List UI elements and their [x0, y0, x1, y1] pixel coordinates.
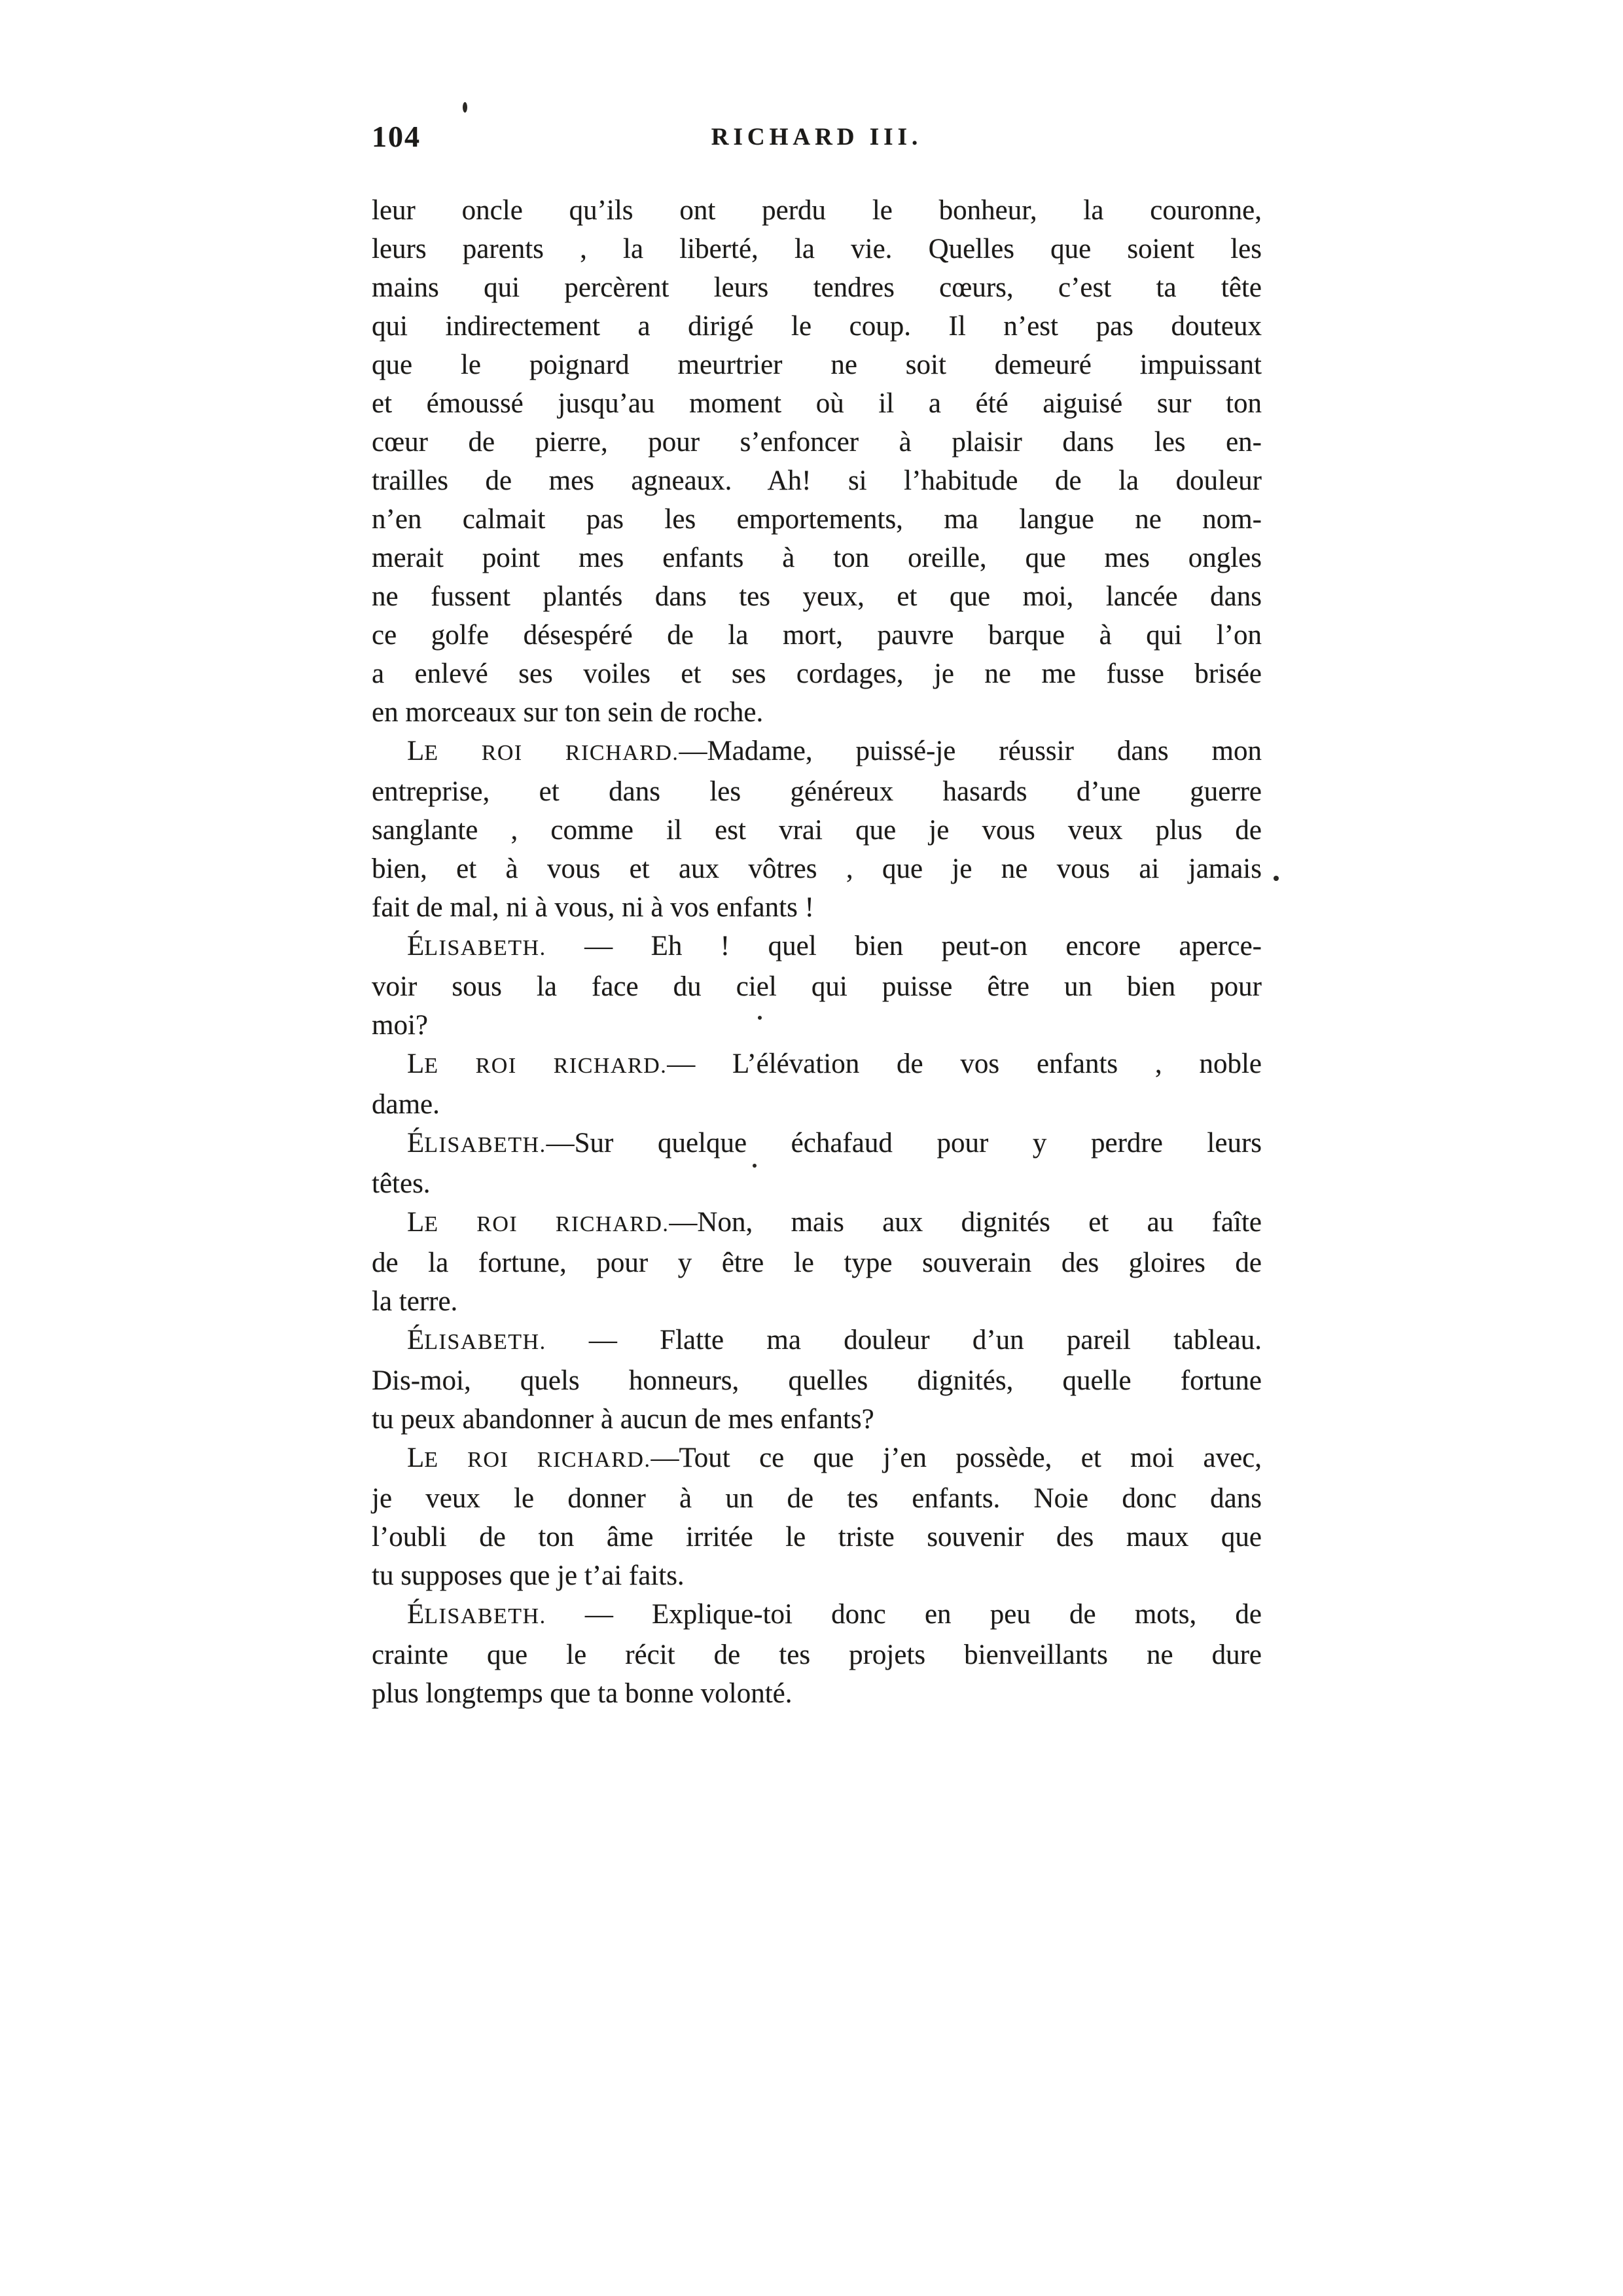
text-line: n’en calmait pas les emportements, ma langue ne nom-	[372, 504, 1262, 535]
page-header	[372, 119, 1262, 158]
text-line: moi?	[372, 1010, 428, 1041]
text-line: fait de mal, ni à vous, ni à vos enfants !	[372, 892, 814, 923]
text-line: ÉLISABETH. — Flatte ma douleur d’un pareil tableau.	[407, 1325, 1262, 1355]
text-line: bien, et à vous et aux vôtres , que je ne vous ai jamais	[372, 853, 1262, 884]
speaker-label: LE ROI RICHARD.	[407, 736, 679, 766]
text-line: de la fortune, pour y être le type souverain des gloires de	[372, 1247, 1262, 1278]
text-line: mains qui percèrent leurs tendres cœurs, c’est ta tête	[372, 272, 1262, 303]
text-line: leurs parents , la liberté, la vie. Quelles que soient les	[372, 234, 1262, 264]
text-line: je veux le donner à un de tes enfants. Noie donc dans	[372, 1483, 1262, 1514]
text-line: la terre.	[372, 1286, 458, 1317]
text-line: leur oncle qu’ils ont perdu le bonheur, la couronne,	[372, 195, 1262, 226]
text-line: et émoussé jusqu’au moment où il a été aiguisé sur ton	[372, 388, 1262, 419]
scan-speck	[463, 102, 467, 113]
text-line: LE ROI RICHARD.—Tout ce que j’en possède, et moi avec,	[407, 1443, 1262, 1473]
text-line: LE ROI RICHARD.—Non, mais aux dignités et au faîte	[407, 1207, 1262, 1238]
text-line: l’oubli de ton âme irritée le triste souvenir des maux que	[372, 1522, 1262, 1552]
text-line: a enlevé ses voiles et ses cordages, je ne me fusse brisée	[372, 658, 1262, 689]
text-line: ne fussent plantés dans tes yeux, et que moi, lancée dans	[372, 581, 1262, 612]
page-body	[372, 191, 1262, 1713]
speaker-label: LE ROI RICHARD.	[407, 1049, 668, 1079]
text-line: sanglante , comme il est vrai que je vous veux plus de	[372, 815, 1262, 846]
speaker-label: ÉLISABETH.	[407, 931, 546, 961]
text-line: ÉLISABETH. — Eh ! quel bien peut-on encore aperce-	[407, 931, 1262, 961]
scan-speck	[753, 1164, 757, 1168]
text-line: ce golfe désespéré de la mort, pauvre barque à qui l’on	[372, 620, 1262, 651]
page-number: 104	[372, 120, 421, 153]
text-line: tu supposes que je t’ai faits.	[372, 1560, 685, 1591]
text-line: LE ROI RICHARD.—Madame, puissé-je réussir dans mon	[407, 736, 1262, 766]
text-line: trailles de mes agneaux. Ah! si l’habitude de la douleur	[372, 465, 1262, 496]
speaker-label: ÉLISABETH.	[407, 1325, 546, 1355]
text-line: dame.	[372, 1089, 440, 1120]
scan-speck	[1274, 876, 1279, 881]
text-line: voir sous la face du ciel qui puisse être un bien pour	[372, 971, 1262, 1002]
speaker-label: LE ROI RICHARD.	[407, 1443, 651, 1473]
speaker-label: ÉLISABETH.	[407, 1128, 546, 1158]
speaker-label: ÉLISABETH.	[407, 1599, 546, 1630]
text-line: ÉLISABETH. — Explique-toi donc en peu de mots, de	[407, 1599, 1262, 1630]
running-title: RICHARD III.	[711, 124, 923, 151]
text-line: merait point mes enfants à ton oreille, que mes ongles	[372, 543, 1262, 573]
scan-speck	[758, 1016, 762, 1020]
text-line: ÉLISABETH.—Sur quelque échafaud pour y perdre leurs	[407, 1128, 1262, 1158]
text-line: en morceaux sur ton sein de roche.	[372, 697, 764, 728]
text-line: LE ROI RICHARD.— L’élévation de vos enfants , noble	[407, 1049, 1262, 1079]
text-line: tu peux abandonner à aucun de mes enfants?	[372, 1404, 874, 1435]
text-line: cœur de pierre, pour s’enfoncer à plaisir dans les en-	[372, 427, 1262, 457]
text-line: Dis-moi, quels honneurs, quelles dignités, quelle fortune	[372, 1365, 1262, 1396]
text-line: crainte que le récit de tes projets bienveillants ne dure	[372, 1640, 1262, 1670]
text-line: entreprise, et dans les généreux hasards d’une guerre	[372, 776, 1262, 807]
text-line: qui indirectement a dirigé le coup. Il n’est pas douteux	[372, 311, 1262, 342]
text-line: que le poignard meurtrier ne soit demeuré impuissant	[372, 350, 1262, 380]
text-line: plus longtemps que ta bonne volonté.	[372, 1678, 793, 1709]
text-line: têtes.	[372, 1168, 431, 1199]
speaker-label: LE ROI RICHARD.	[407, 1207, 669, 1238]
